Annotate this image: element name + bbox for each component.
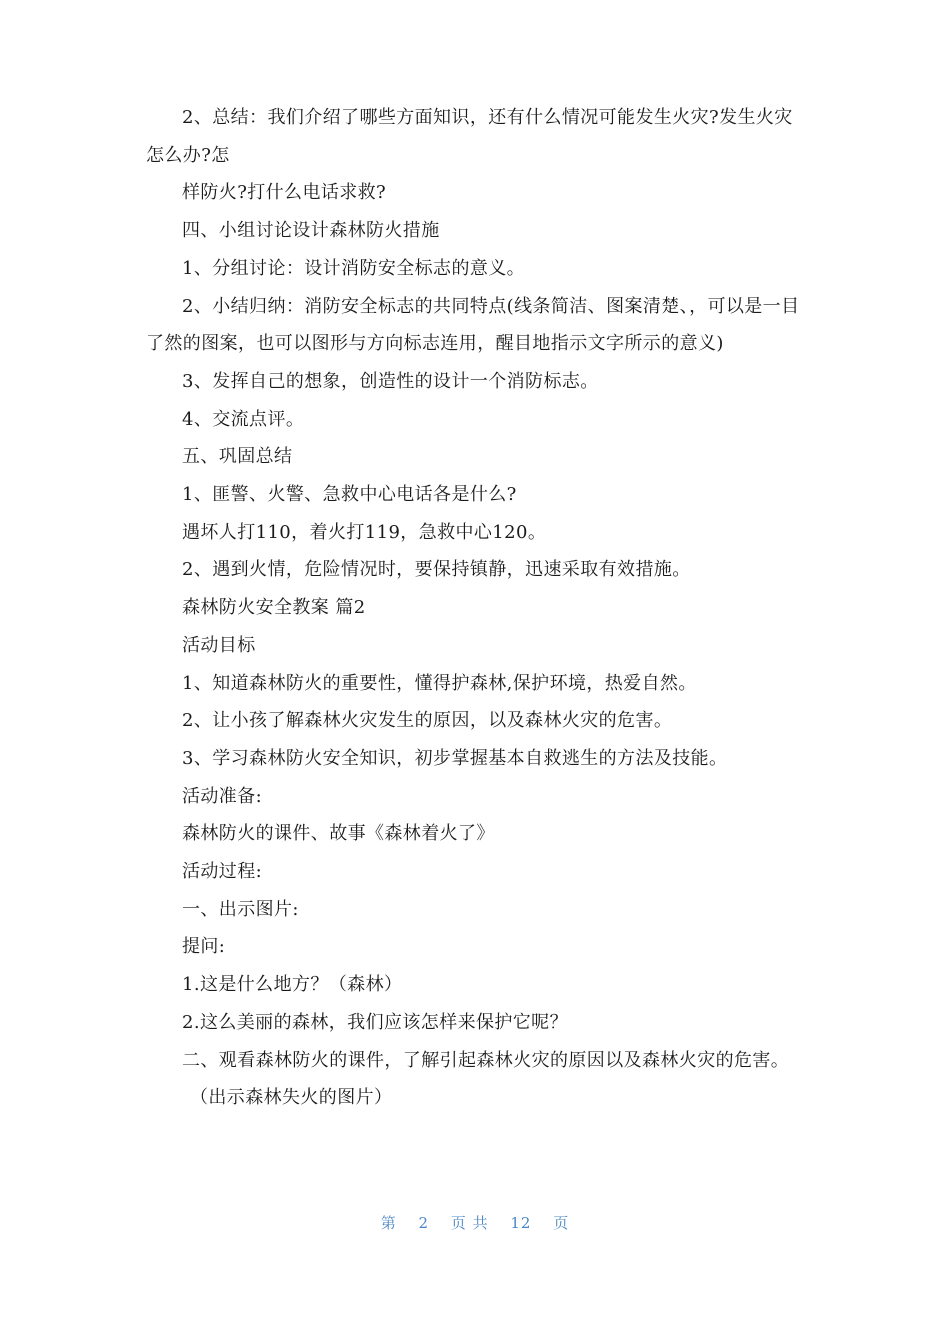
paragraph-emergency-numbers: 遇坏人打110，着火打119，急救中心120。 (182, 521, 547, 543)
goal-item-1: 1、知道森林防火的重要性，懂得护森林,保护环境，热爱自然。 (182, 672, 697, 694)
footer-suffix: 页 (553, 1214, 570, 1232)
footer-current-page: 2 (418, 1214, 430, 1232)
footer-prefix: 第 (380, 1214, 397, 1232)
paragraph-preparation-materials: 森林防火的课件、故事《森林着火了》 (182, 823, 495, 845)
section-heading-consolidation: 五、巩固总结 (182, 446, 293, 468)
goal-item-2: 2、让小孩了解森林火灾发生的原因，以及森林火灾的危害。 (182, 710, 673, 732)
paragraph-stay-calm: 2、遇到火情，危险情况时，要保持镇静，迅速采取有效措施。 (182, 559, 691, 581)
question-item-1: 1.这是什么地方？（森林） (182, 974, 403, 996)
footer-middle: 页 共 (450, 1214, 489, 1232)
heading-activity-preparation: 活动准备: (182, 785, 263, 807)
lesson-title-2: 森林防火安全教案 篇2 (182, 597, 366, 619)
goal-item-3: 3、学习森林防火安全知识，初步掌握基本自救逃生的方法及技能。 (182, 747, 728, 769)
heading-activity-goals: 活动目标 (182, 634, 256, 656)
question-item-2: 2.这么美丽的森林，我们应该怎样来保护它呢？ (182, 1011, 568, 1033)
note-show-fire-picture: （出示森林失火的图片） (190, 1087, 393, 1109)
heading-activity-process: 活动过程: (182, 861, 263, 883)
paragraph-summary: 2、总结：我们介绍了哪些方面知识，还有什么情况可能发生火灾?发生火灾怎么办?怎 (146, 107, 793, 166)
paragraph-review: 4、交流点评。 (182, 408, 305, 430)
page-footer (0, 1212, 950, 1233)
paragraph-conclusion: 2、小结归纳：消防安全标志的共同特点(线条简洁、图案清楚、，可以是一目了然的图案，也可以图形与方向标志连用，醒目地指示文字所示的意义) (146, 295, 800, 355)
document-body (146, 99, 806, 1117)
paragraph-fire-prevention-question: 样防火?打什么电话求救? (182, 182, 387, 204)
step-show-pictures: 一、出示图片: (182, 898, 299, 920)
paragraph-emergency-numbers-question: 1、匪警、火警、急救中心电话各是什么? (182, 484, 517, 506)
footer-total-pages: 12 (510, 1214, 532, 1232)
paragraph-group-discussion: 1、分组讨论：设计消防安全标志的意义。 (182, 257, 526, 279)
paragraph-design-sign: 3、发挥自己的想象，创造性的设计一个消防标志。 (182, 370, 599, 392)
heading-questions: 提问: (182, 936, 226, 958)
step-watch-courseware: 二、观看森林防火的课件，了解引起森林火灾的原因以及森林火灾的危害。 (182, 1049, 790, 1071)
section-heading-group-discussion: 四、小组讨论设计森林防火措施 (182, 220, 440, 242)
